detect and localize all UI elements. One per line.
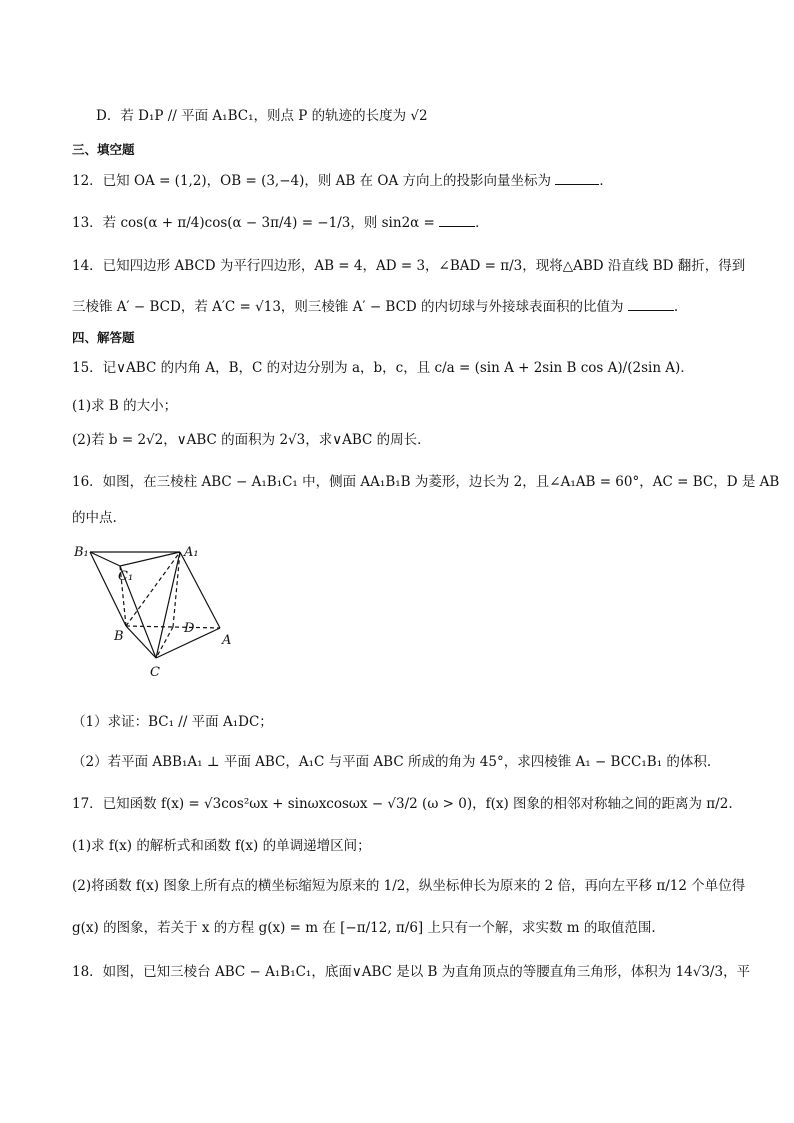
prism-figure xyxy=(72,540,242,690)
label-b: B xyxy=(114,629,124,644)
question-17-part1: (1)求 f(x) 的解析式和函数 f(x) 的单调递增区间； xyxy=(72,838,371,854)
question-16-line2: 的中点. xyxy=(72,510,117,526)
label-c1: C₁ xyxy=(118,569,134,584)
answer-blank xyxy=(439,212,475,227)
question-12: 12．已知 OA = (1,2)，OB = (3,−4)，则 AB 在 OA 方向上的投影向量坐标为 ． xyxy=(72,170,732,191)
edge-dc-hidden xyxy=(156,627,173,658)
edge-b1c1 xyxy=(90,552,120,566)
question-16-line1: 16．如图，在三棱柱 ABC − A₁B₁C₁ 中，侧面 AA₁B₁B 为菱形，边长为 2，且∠A₁AB = 60°，AC = BC，D 是 AB xyxy=(72,474,780,490)
question-17: 17．已知函数 f(x) = √3cos²ωx + sinωxcosωx − √3/2 (ω > 0)，f(x) 图象的相邻对称轴之间的距离为 π/2. xyxy=(72,796,733,812)
label-d: D xyxy=(184,621,195,636)
edge-da1-hidden xyxy=(173,552,180,627)
question-14-line1: 14．已知四边形 ABCD 为平行四边形，AB = 4，AD = 3，∠BAD = π/3，现将△ABD 沿直线 BD 翻折，得到 xyxy=(72,258,746,274)
question-13: 13．若 cos(α + π/4)cos(α − 3π/4) = −1/3，则 sin2α = ． xyxy=(72,212,732,233)
question-14-line2: 三棱锥 A′ − BCD，若 A′C = √13，则三棱锥 A′ − BCD 的内切球与外接球表面积的比值为 . xyxy=(72,296,732,317)
edge-c1a1 xyxy=(120,552,180,566)
edge-a1a xyxy=(180,552,220,628)
answer-blank xyxy=(628,296,674,311)
question-18: 18．如图，已知三棱台 ABC − A₁B₁C₁，底面∨ABC 是以 B 为直角顶点的等腰直角三角形，体积为 14√3/3，平 xyxy=(72,964,751,980)
label-c: C xyxy=(150,665,160,680)
edge-b1b xyxy=(90,552,126,626)
label-a: A xyxy=(222,633,232,648)
question-14-text: 三棱锥 A′ − BCD，若 A′C = √13，则三棱锥 A′ − BCD 的内切球与外接球表面积的比值为 xyxy=(72,299,624,315)
question-16-part1: （1）求证：BC₁ // 平面 A₁DC； xyxy=(72,714,273,730)
question-15-part2: (2)若 b = 2√2，∨ABC 的面积为 2√3，求∨ABC 的周长． xyxy=(72,432,431,448)
question-12-text: 12．已知 OA = (1,2)，OB = (3,−4)，则 AB 在 OA 方向上的投影向量坐标为 xyxy=(72,173,552,189)
question-17-part2-line1: (2)将函数 f(x) 图象上所有点的横坐标缩短为原来的 1/2，纵坐标伸长为原来的 2 倍，再向左平移 π/12 个单位得 xyxy=(72,878,746,894)
option-d: D．若 D₁P // 平面 A₁BC₁，则点 P 的轨迹的长度为 √2 xyxy=(96,108,428,124)
section-solutions: 四、解答题 xyxy=(72,330,135,345)
question-17-part2-line2: g(x) 的图象，若关于 x 的方程 g(x) = m 在 [−π/12, π/6] 上只有一个解，求实数 m 的取值范围. xyxy=(72,920,656,936)
section-fill-in: 三、填空题 xyxy=(72,142,135,157)
answer-blank xyxy=(555,170,599,185)
question-16-part2: （2）若平面 ABB₁A₁ ⊥ 平面 ABC，A₁C 与平面 ABC 所成的角为 45°，求四棱锥 A₁ − BCC₁B₁ 的体积. xyxy=(72,754,712,770)
question-15-part1: (1)求 B 的大小； xyxy=(72,398,178,414)
edge-bc xyxy=(126,626,156,658)
question-13-text: 13．若 cos(α + π/4)cos(α − 3π/4) = −1/3，则 sin2α = xyxy=(72,215,435,231)
label-b1: B₁ xyxy=(74,545,89,560)
label-a1: A₁ xyxy=(184,545,199,560)
question-15: 15．记∨ABC 的内角 A，B，C 的对边分别为 a，b，c，且 c/a = (sin A + 2sin B cos A)/(2sin A)． xyxy=(72,360,694,376)
